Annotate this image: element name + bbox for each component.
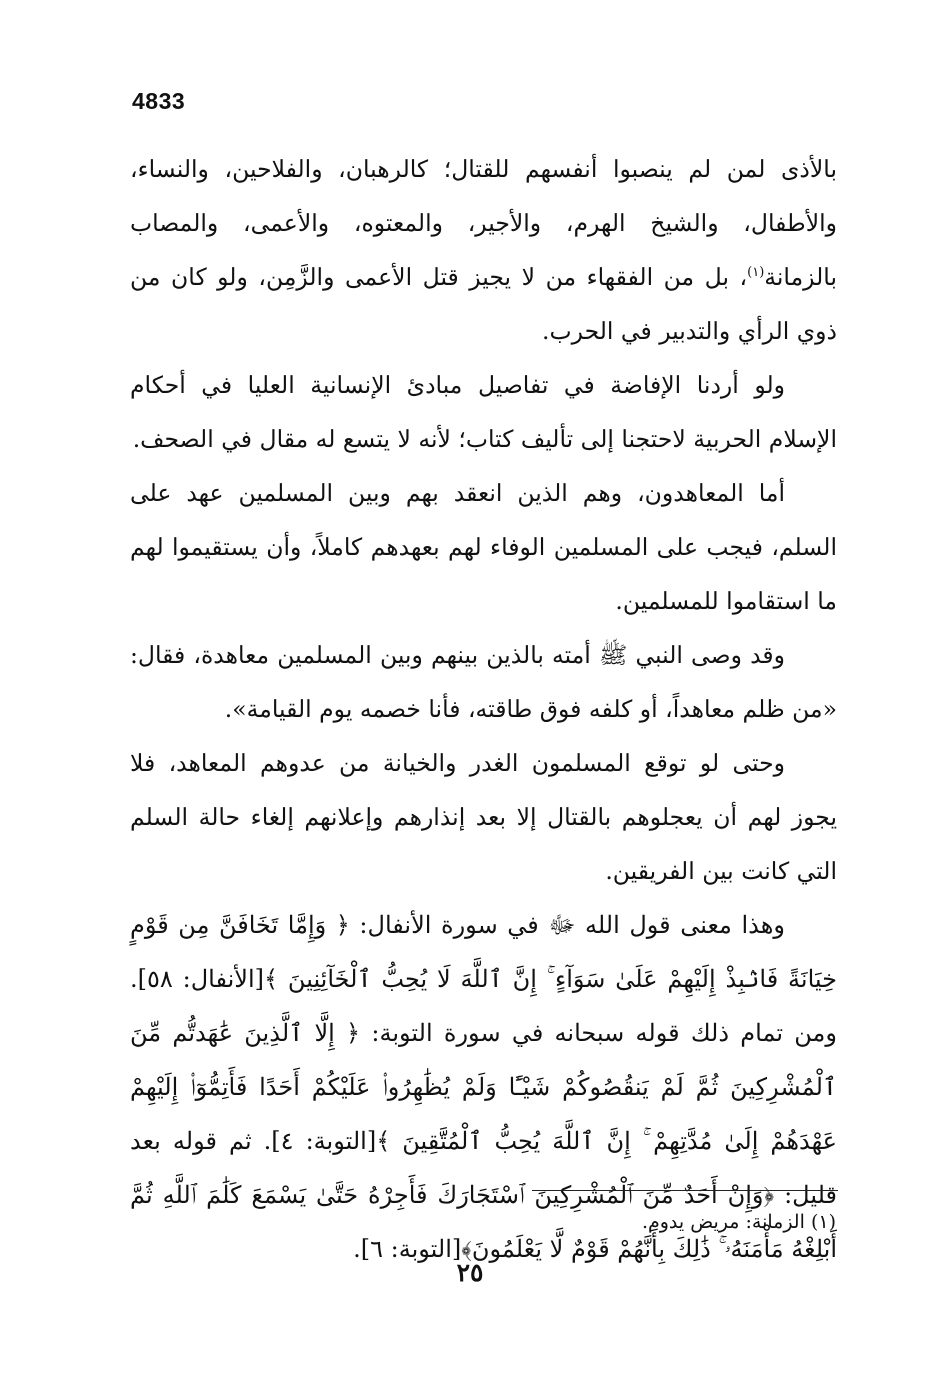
paragraph-3: أما المعاهدون، وهم الذين انعقد بهم وبين المسلمين عهد على السلم، فيجب على المسلمين الوفاء لهم بعهدهم كاملاً، وأن يستقيموا لهم ما استقاموا للمسلمين. (130, 479, 837, 615)
footnote-marker: (١) (810, 1211, 836, 1233)
paragraph-6-quran-citations: وهذا معنى قول الله ﷻ في سورة الأنفال: ﴿ وَإِمَّا تَخَافَنَّ مِن قَوْمٍ خِيَانَةً فَانۢبِذْ إِلَيْهِمْ عَلَىٰ سَوَآءٍ ۚ إِنَّ ٱللَّهَ لَا يُحِبُّ ٱلْخَآئِنِينَ ﴾[الأنفال: ٥٨]. ومن تمام ذلك قوله سبحانه في سورة التوبة: ﴿ إِلَّا ٱلَّذِينَ عَٰهَدتُّم مِّنَ ٱلْمُشْرِكِينَ ثُمَّ لَمْ يَنقُصُوكُمْ شَيْـًٔا وَلَمْ يُظَٰهِرُوا۟ عَلَيْكُمْ أَحَدًا فَأَتِمُّوٓا۟ إِلَيْهِمْ عَهْدَهُمْ إِلَىٰ مُدَّتِهِمْ ۚ إِنَّ ٱللَّهَ يُحِبُّ ٱلْمُتَّقِينَ ﴾[التوبة: ٤]. ثم قوله بعد قليل: ﴿وَإِنْ أَحَدٌ مِّنَ ٱلْمُشْرِكِينَ ٱسْتَجَارَكَ فَأَجِرْهُ حَتَّىٰ يَسْمَعَ كَلَٰمَ ٱللَّهِ ثُمَّ أَبْلِغْهُ مَأْمَنَهُۥ ۚ ذَٰلِكَ بِأَنَّهُمْ قَوْمٌ لَّا يَعْلَمُونَ﴾[التوبة: ٦]. (130, 911, 838, 1263)
page-code: 4833 (132, 88, 186, 114)
footnote-text: الزمانة: مريض يدوم. (641, 1211, 805, 1233)
paragraph-1 (130, 142, 837, 358)
paragraph-1-text-continued: ، بل من الفقهاء من لا يجيز قتل الأعمى والزَّمِن، ولو كان من ذوي الرأي والتدبير في الحرب. (130, 263, 837, 345)
footnote (400, 1204, 836, 1240)
paragraph-4: وقد وصى النبي ﷺ أمته بالذين بينهم وبين المسلمين معاهدة، فقال: «من ظلم معاهداً، أو كلفه فوق طاقته، فأنا خصمه يوم القيامة». (130, 641, 837, 723)
page-number: ٢٥ (456, 1258, 484, 1287)
paragraph-1-text: بالأذى لمن لم ينصبوا أنفسهم للقتال؛ كالرهبان، والفلاحين، والنساء، والأطفال، والشيخ الهرم، والأجير، والمعتوه، والأعمى، والمصاب بالزمانة (130, 155, 837, 291)
body-text (130, 142, 837, 1276)
paragraph-2: ولو أردنا الإفاضة في تفاصيل مبادئ الإنسانية العليا في أحكام الإسلام الحربية لاحتجنا إلى تأليف كتاب؛ لأنه لا يتسع له مقال في الصحف. (130, 371, 837, 453)
footnote-divider (532, 1190, 838, 1191)
paragraph-5: وحتى لو توقع المسلمون الغدر والخيانة من عدوهم المعاهد، فلا يجوز لهم أن يعجلوهم بالقتال إلا بعد إنذارهم وإعلانهم إلغاء حالة السلم التي كانت بين الفريقين. (130, 749, 837, 885)
footnote-reference[interactable]: (١) (747, 265, 765, 281)
